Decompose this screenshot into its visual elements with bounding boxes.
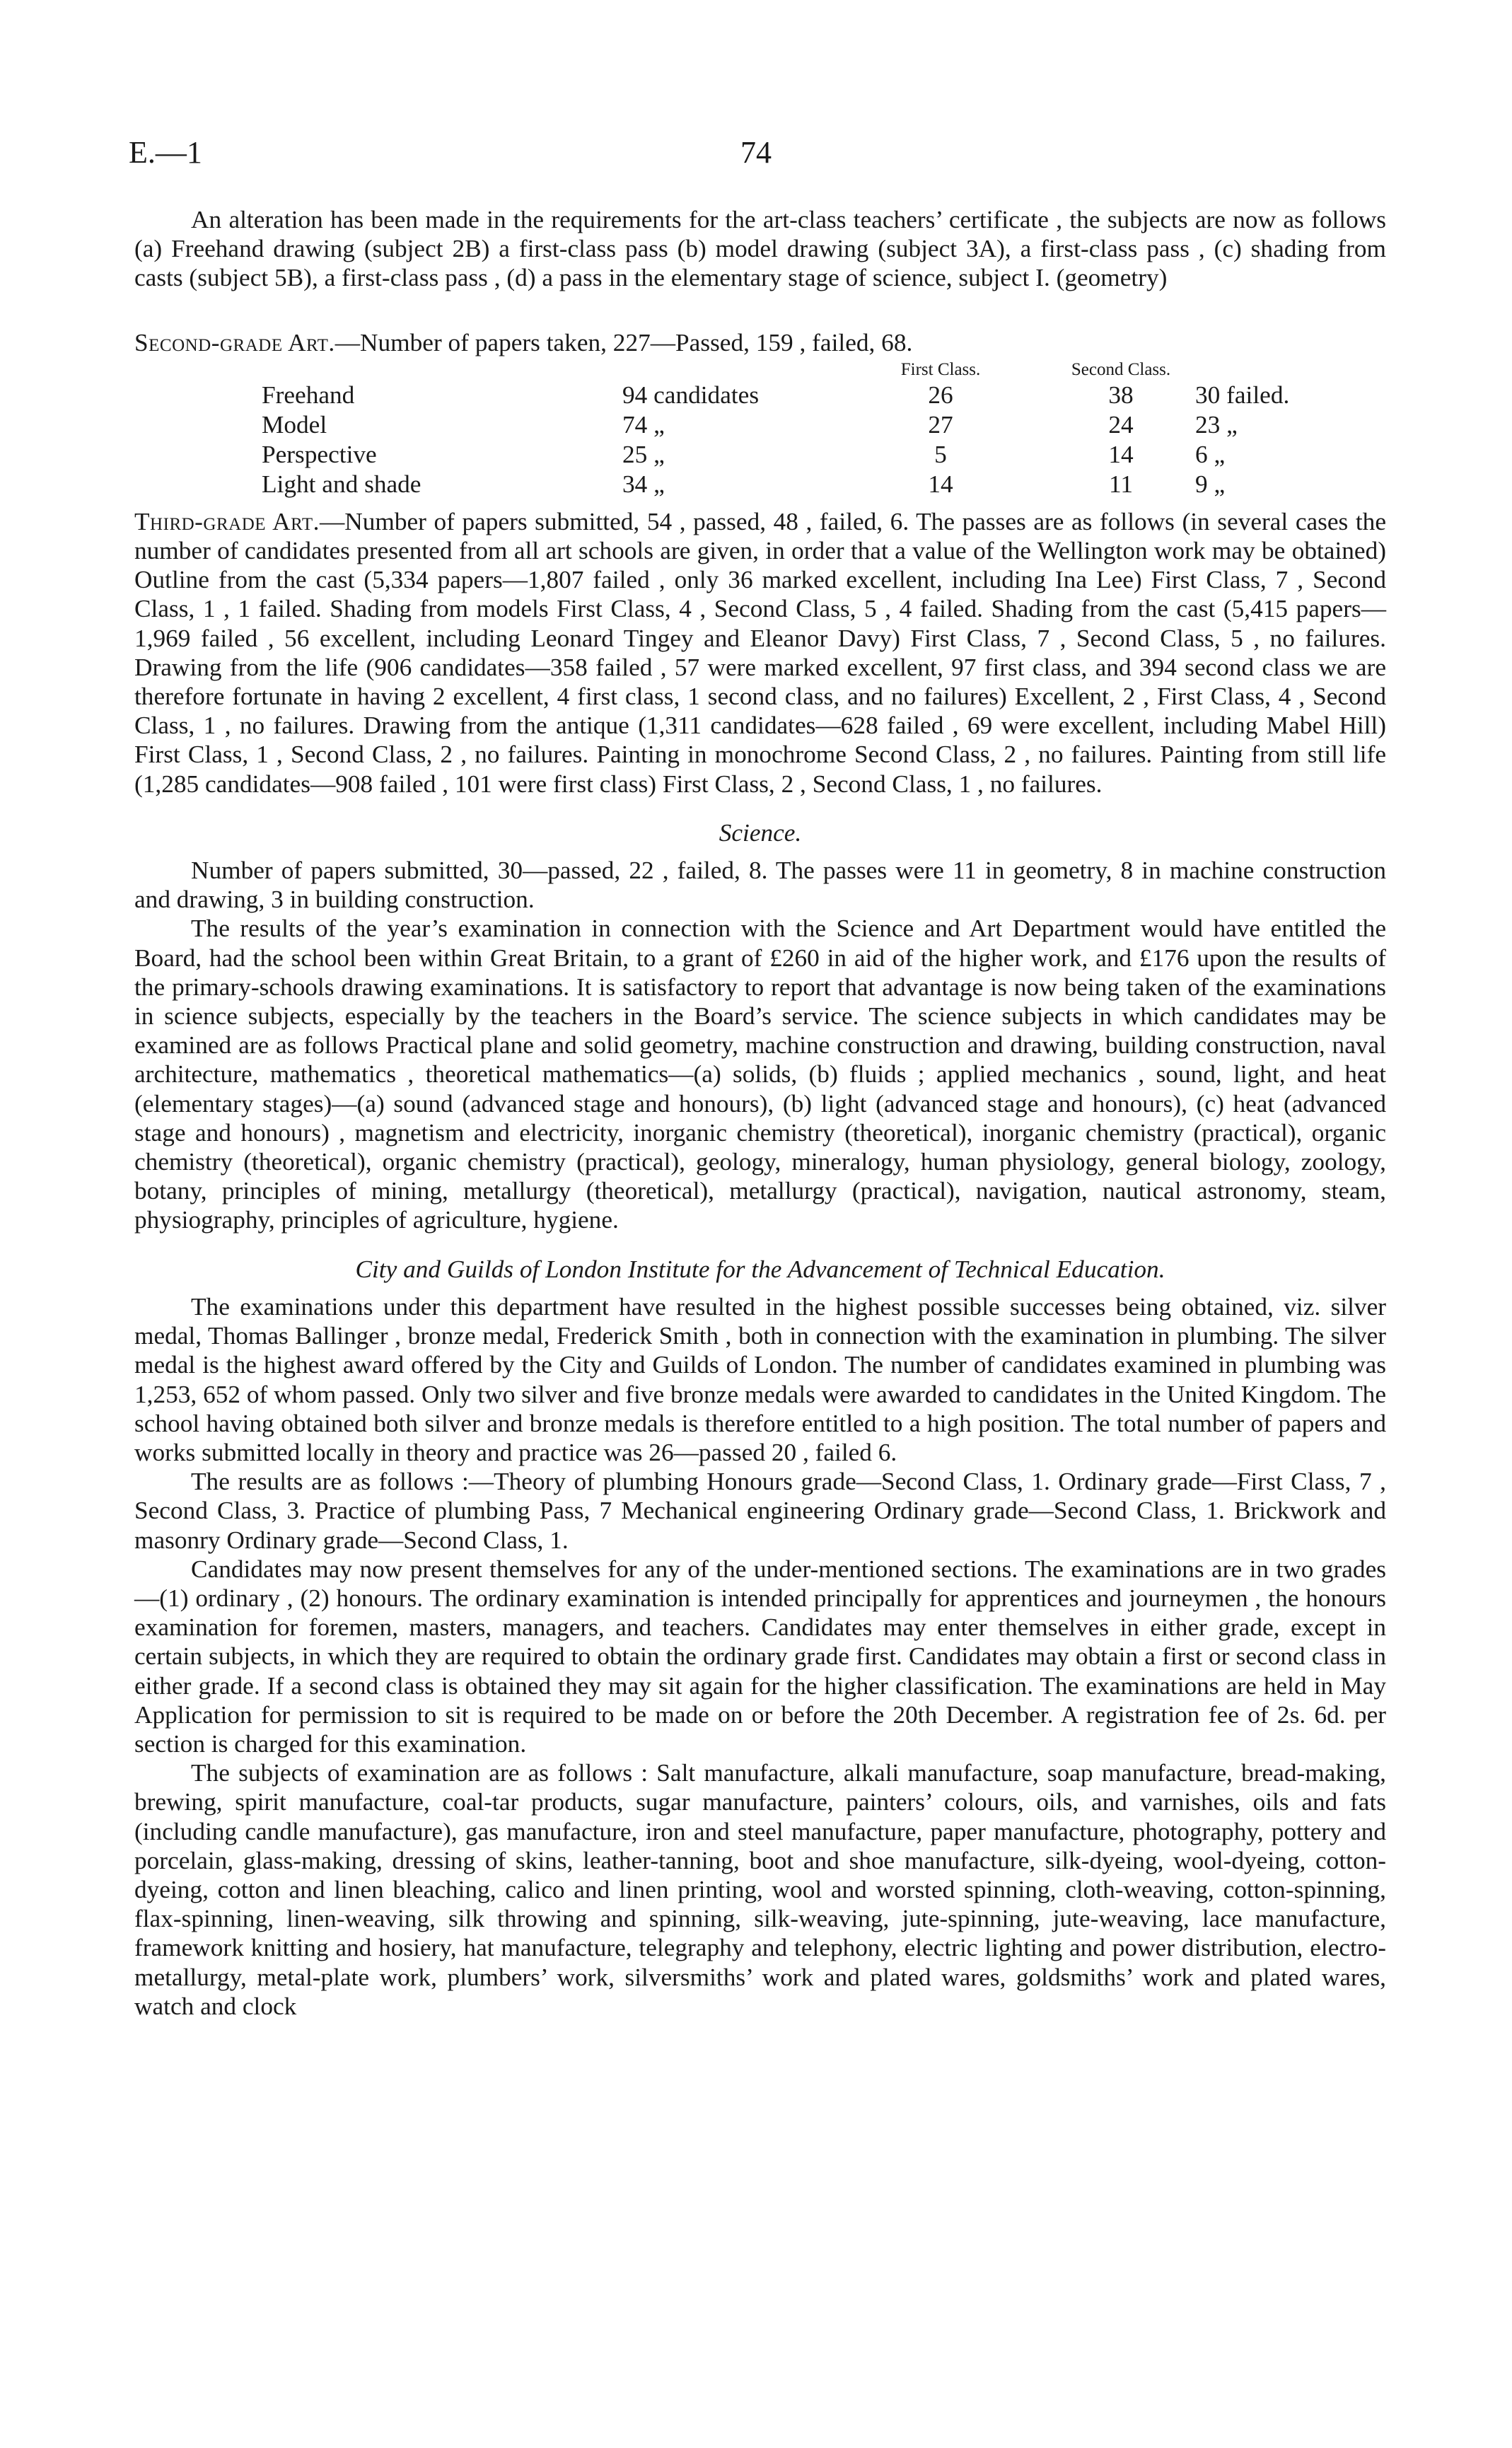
report-code: E.—1 [129,135,202,170]
page-number: 74 [740,135,772,170]
subject-cell: Perspective [262,440,377,468]
page-body [134,205,1386,2021]
failed-cell: 30 failed. [1195,381,1290,409]
third-grade-heading: Third-grade Art. [134,507,320,535]
first-class-cell: 26 [928,381,953,409]
candidates-cell: 94 candidates [622,381,760,409]
failed-cell: 9 „ [1195,470,1226,498]
city-guilds-paragraph-1: The examinations under this department have resulted in the highest possible successes being obtained, viz. silver medal, Thomas Ballinger , bronze medal, Frederick Smith , both in connection with the examination in plumbing. The silver medal is the highest award offered by the City and Guilds of London. The number of candidates examined in plumbing was 1,253, 652 of whom passed. Only two silver and five bronze medals were awarded to candidates in the United Kingdom. The school having obtained both silver and bronze medals is therefore entitled to a high position. The total number of papers and works submitted locally in theory and practice was 26—passed 20 , failed 6. [134,1292,1386,1466]
table-row [262,380,1337,410]
first-class-cell: 5 [934,440,947,468]
subject-cell: Light and shade [262,470,421,498]
second-grade-paragraph [134,328,1386,357]
subject-cell: Freehand [262,381,355,409]
second-class-cell: 11 [1109,470,1133,498]
second-class-cell: 24 [1108,410,1134,439]
intro-paragraph: An alteration has been made in the requirements for the art-class teachers’ certificate , the subjects are now as follows (a) Freehand drawing (subject 2B) a first-class pass (b) model drawing (subject 3A), a first-class pass , (c) shading from casts (subject 5B), a first-class pass , (d) a pass in the elementary stage of science, subject I. (geometry) [134,206,1386,292]
subject-cell: Model [262,410,327,439]
city-guilds-paragraph-2: The results are as follows :—Theory of plumbing Honours grade—Second Class, 1. Ordinary grade—First Class, 7 , Second Class, 3. Practice of plumbing Pass, 7 Mechanical engineering Ordinary grade—Second Class, 1. Brickwork and masonry Ordinary grade—Second Class, 1. [134,1468,1386,1554]
second-class-cell: 38 [1108,381,1134,409]
table-header-row [262,357,1337,380]
city-guilds-paragraph-3: Candidates may now present themselves for any of the under-mentioned sections. The examinations are in two grades—(1) ordinary , (2) honours. The ordinary examination is intended principally for apprentices and journeymen , the honours examination for foremen, masters, managers, and teachers. Candidates may enter themselves in either grade, except in certain subjects, in which they are required to obtain the ordinary grade first. Candidates may obtain a first or second class in either grade. If a second class is obtained they may sit again for the higher classification. The examinations are held in May Application for permission to sit is required to be made on or before the 20th December. A registration fee of 2s. 6d. per section is charged for this examination. [134,1555,1386,1758]
failed-cell: 6 „ [1195,440,1226,468]
second-grade-summary: —Number of papers taken, 227—Passed, 159 , failed, 68. [335,328,913,356]
science-section-title: Science. [719,818,802,847]
candidates-cell: 74 „ [622,410,665,439]
candidates-cell: 25 „ [622,440,665,468]
candidates-cell: 34 „ [622,470,665,498]
table-row [262,469,1337,499]
third-grade-text: —Number of papers submitted, 54 , passed, 48 , failed, 6. The passes are as follows (in several cases the number of candidates presented from all art schools are given, in order that a value of the Wellington work may be obtained) Outline from the cast (5,334 papers—1,807 failed , only 36 marked excellent, including Ina Lee) First Class, 7 , Second Class, 1 , 1 failed. Shading from models First Class, 4 , Second Class, 5 , 4 failed. Shading from the cast (5,415 papers—1,969 failed , 56 excellent, including Leonard Tingey and Eleanor Davy) First Class, 7 , Second Class, 5 , no failures. Drawing from the life (906 candidates—358 failed , 57 were marked excellent, 97 first class, and 394 second class we are therefore fortunate in having 2 excellent, 4 first class, 1 second class, and no failures) Excellent, 2 , First Class, 4 , Second Class, 1 , no failures. Drawing from the antique (1,311 candidates—628 failed , 69 were excellent, including Mabel Hill) First Class, 1 , Second Class, 2 , no failures. Painting in monochrome Second Class, 2 , no failures. Painting from still life (1,285 candidates—908 failed , 101 were first class) First Class, 2 , Second Class, 1 , no failures. [134,507,1386,798]
science-paragraph-1: Number of papers submitted, 30—passed, 22 , failed, 8. The passes were 11 in geometry, 8 in machine construction and drawing, 3 in building construction. [134,857,1386,914]
city-guilds-section-title: City and Guilds of London Institute for the Advancement of Technical Education. [355,1255,1165,1283]
failed-cell: 23 „ [1195,410,1238,439]
third-grade-paragraph [134,507,1386,799]
second-grade-table [262,357,1337,499]
science-paragraph-2: The results of the year’s examination in connection with the Science and Art Department would have entitled the Board, had the school been within Great Britain, to a grant of £260 in aid of the higher work, and £176 upon the results of the primary-schools drawing examinations. It is satisfactory to report that advantage is now being taken of the examinations in science subjects, especially by the teachers in the Board’s service. The science subjects in which candidates may be examined are as follows Practical plane and solid geometry, machine construction and drawing, building construction, naval architecture, mathematics , theoretical mathematics—(a) solids, (b) fluids ; applied mechanics , sound, light, and heat (elementary stages)—(a) sound (advanced stage and honours), (b) light (advanced stage and honours), (c) heat (advanced stage and honours) , magnetism and electricity, inorganic chemistry (theoretical), inorganic chemistry (practical), organic chemistry (theoretical), organic chemistry (practical), geology, mineralogy, human physiology, general biology, zoology, botany, principles of mining, metallurgy (theoretical), metallurgy (practical), navigation, nautical astronomy, steam, physiography, principles of agriculture, hygiene. [134,915,1386,1234]
table-row [262,439,1337,469]
second-class-header: Second Class. [1071,359,1171,379]
city-guilds-paragraph-4: The subjects of examination are as follows : Salt manufacture, alkali manufacture, soap manufacture, bread-making, brewing, spirit manufacture, coal-tar products, sugar manufacture, painters’ colours, oils, and varnishes, oils and fats (including candle manufacture), gas manufacture, iron and steel manufacture, paper manufacture, photography, pottery and porcelain, glass-making, dressing of skins, leather-tanning, boot and shoe manufacture, silk-dyeing, wool-dyeing, cotton-dyeing, cotton and linen bleaching, calico and linen printing, wool and worsted spinning, cloth-weaving, cotton-spinning, flax-spinning, linen-weaving, silk throwing and spinning, silk-weaving, jute-spinning, jute-weaving, lace manufacture, framework knitting and hosiery, hat manufacture, telegraphy and telephony, electric lighting and power distribution, electro-metallurgy, metal-plate work, plumbers’ work, silversmiths’ work and plated wares, goldsmiths’ work and plated wares, watch and clock [134,1759,1386,2020]
page-header [0,134,1512,177]
first-class-header: First Class. [900,359,981,379]
table-row [262,410,1337,439]
second-class-cell: 14 [1108,440,1134,468]
first-class-cell: 27 [928,410,953,439]
second-grade-heading: Second-grade Art. [134,328,335,356]
first-class-cell: 14 [928,470,953,498]
